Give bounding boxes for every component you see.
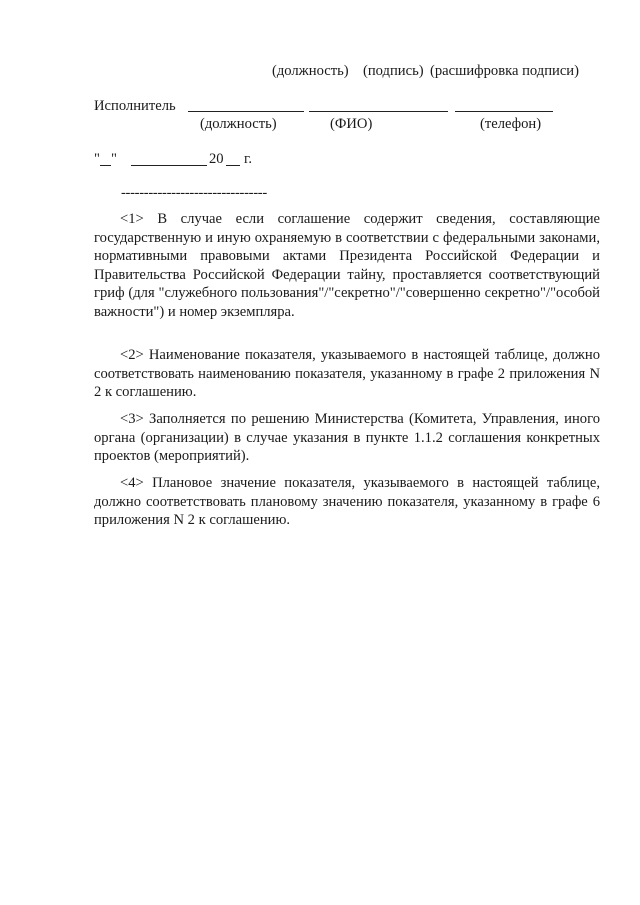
footnote-2: <2> Наименование показателя, указываемого в настоящей таблице, должно соответствовать наименованию показателя, указанному в графе 2 приложения N 2 к соглашению. xyxy=(94,347,600,401)
footnote-3: <3> Заполняется по решению Министерства (Комитета, Управления, иного органа (организации) в случае указания в пункте 1.1.2 соглашения конкретных проектов (мероприятий). xyxy=(94,411,600,465)
date-year-suffix: г. xyxy=(244,151,252,167)
executor-label: Исполнитель xyxy=(94,98,176,114)
caption-signature-decoding: (расшифровка подписи) xyxy=(430,63,579,79)
footnote-4: <4> Плановое значение показателя, указываемого в настоящей таблице, должно соответствовать плановому значению показателя, указанному в графе 6 приложения N 2 к соглашению. xyxy=(94,475,600,529)
date-day-line xyxy=(100,165,111,166)
date-year-line xyxy=(226,165,240,166)
footnote-1: <1> В случае если соглашение содержит сведения, составляющие государственную и иную охраняемую в соответствии с федеральными законами, нормативными правовыми актами Президента Российской Федерации и Правительства Российской Федерации тайну, проставляется соответствующий гриф (для "служебного пользования"/"секретно"/"совершенно секретно"/"особой важности") и номер экземпляра. xyxy=(94,211,600,320)
caption-position: (должность) xyxy=(272,63,349,79)
executor-name-line xyxy=(309,111,448,112)
footnote-separator: -------------------------------- xyxy=(121,185,267,201)
executor-position-line xyxy=(188,111,304,112)
executor-caption-position: (должность) xyxy=(200,116,277,132)
caption-signature: (подпись) xyxy=(363,63,424,79)
date-open-quote: " xyxy=(94,151,100,167)
date-month-line xyxy=(131,165,207,166)
executor-caption-name: (ФИО) xyxy=(330,116,373,132)
date-year-prefix: 20 xyxy=(209,151,224,167)
date-close-quote: " xyxy=(111,151,117,167)
executor-caption-phone: (телефон) xyxy=(480,116,542,132)
executor-phone-line xyxy=(455,111,553,112)
